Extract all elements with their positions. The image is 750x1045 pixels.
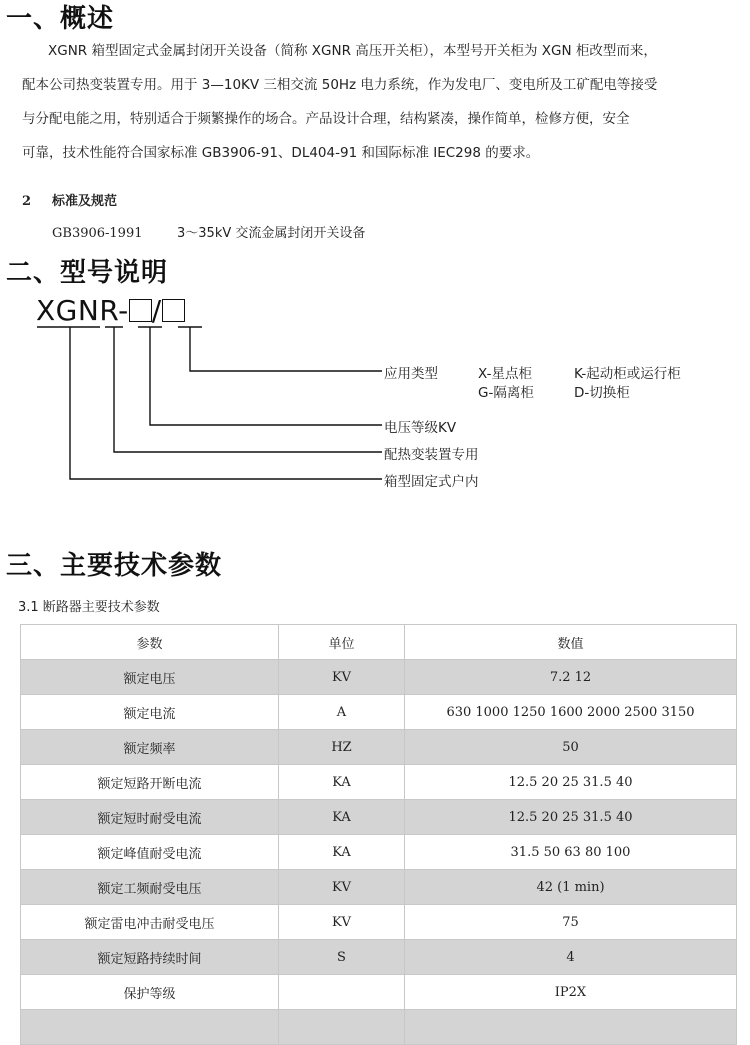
table-row xyxy=(21,695,737,730)
overview-line-4: 可靠，技术性能符合国家标准 GB3906-91、DL404-91 和国际标准 IEC298 的要求。 xyxy=(22,145,540,161)
header-value: 数值 xyxy=(405,625,737,660)
param-cell xyxy=(21,1010,279,1045)
label-d-type: D-切换柜 xyxy=(574,385,630,401)
standards-title-text: 标准及规范 xyxy=(52,194,118,209)
section2-heading: 二、型号说明 xyxy=(6,258,169,288)
param-cell: 保护等级 xyxy=(21,975,279,1010)
model-prefix: XGNR- xyxy=(36,294,129,327)
value-cell: 630 1000 1250 1600 2000 2500 3150 xyxy=(405,695,737,730)
param-cell: 额定电压 xyxy=(21,660,279,695)
header-param: 参数 xyxy=(21,625,279,660)
label-app-type: 应用类型 xyxy=(384,366,438,382)
value-cell: 75 xyxy=(405,905,737,940)
section3-heading: 三、主要技术参数 xyxy=(6,551,223,581)
label-box: 箱型固定式户内 xyxy=(384,474,479,490)
param-cell: 额定雷电冲击耐受电压 xyxy=(21,905,279,940)
param-cell: 额定频率 xyxy=(21,730,279,765)
unit-cell xyxy=(279,975,405,1010)
leader-heat xyxy=(114,327,382,452)
param-cell: 额定短路开断电流 xyxy=(21,765,279,800)
value-cell: 12.5 20 25 31.5 40 xyxy=(405,765,737,800)
section1-heading: 一、概述 xyxy=(6,4,115,34)
overview-line-2: 配本公司热变装置专用。用于 3—10KV 三相交流 50Hz 电力系统，作为发电厂、变电所及工矿配电等接受 xyxy=(22,77,658,93)
unit-cell: A xyxy=(279,695,405,730)
label-g-type: G-隔离柜 xyxy=(478,385,534,401)
model-separator: / xyxy=(151,294,162,327)
value-cell: 7.2 12 xyxy=(405,660,737,695)
table-header-row xyxy=(21,625,737,660)
table-row xyxy=(21,660,737,695)
standards-number: 2 xyxy=(22,194,32,209)
unit-cell: S xyxy=(279,940,405,975)
value-cell: 12.5 20 25 31.5 40 xyxy=(405,800,737,835)
table-row xyxy=(21,1010,737,1045)
unit-cell: KV xyxy=(279,870,405,905)
overview-line-3: 与分配电能之用，特别适合于频繁操作的场合。产品设计合理，结构紧凑，操作简单，检修方便，安全 xyxy=(22,111,630,127)
unit-cell: KA xyxy=(279,835,405,870)
table-row xyxy=(21,975,737,1010)
unit-cell: HZ xyxy=(279,730,405,765)
label-k-type: K-起动柜或运行柜 xyxy=(574,366,681,382)
overview-line-1: XGNR 箱型固定式金属封闭开关设备（简称 XGNR 高压开关柜），本型号开关柜为 XGN 柜改型而来， xyxy=(48,43,657,59)
value-cell: IP2X xyxy=(405,975,737,1010)
label-heat: 配热变装置专用 xyxy=(384,447,479,463)
param-cell: 额定峰值耐受电流 xyxy=(21,835,279,870)
param-cell: 额定电流 xyxy=(21,695,279,730)
param-cell: 额定工频耐受电压 xyxy=(21,870,279,905)
header-unit: 单位 xyxy=(279,625,405,660)
table-row xyxy=(21,800,737,835)
standard-code: GB3906-1991 xyxy=(52,226,143,241)
label-voltage: 电压等级KV xyxy=(384,420,457,436)
leader-app-type xyxy=(190,327,382,371)
unit-cell: KA xyxy=(279,765,405,800)
label-x-type: X-星点柜 xyxy=(478,366,532,382)
unit-cell: KV xyxy=(279,660,405,695)
leader-box xyxy=(70,327,382,479)
table-row xyxy=(21,730,737,765)
leader-voltage xyxy=(150,327,382,425)
unit-cell xyxy=(279,1010,405,1045)
table-row xyxy=(21,905,737,940)
value-cell xyxy=(405,1010,737,1045)
param-cell: 额定短路持续时间 xyxy=(21,940,279,975)
value-cell: 4 xyxy=(405,940,737,975)
table-row xyxy=(21,940,737,975)
model-breakdown-diagram xyxy=(0,0,750,500)
standard-desc: 3～35kV 交流金属封闭开关设备 xyxy=(177,226,366,241)
param-cell: 额定短时耐受电流 xyxy=(21,800,279,835)
table-row xyxy=(21,835,737,870)
value-cell: 50 xyxy=(405,730,737,765)
table-row xyxy=(21,870,737,905)
unit-cell: KA xyxy=(279,800,405,835)
value-cell: 42 (1 min) xyxy=(405,870,737,905)
subsection-3-1: 3.1 断路器主要技术参数 xyxy=(18,600,160,615)
value-cell: 31.5 50 63 80 100 xyxy=(405,835,737,870)
breaker-params-table xyxy=(20,624,737,1045)
table-row xyxy=(21,765,737,800)
unit-cell: KV xyxy=(279,905,405,940)
